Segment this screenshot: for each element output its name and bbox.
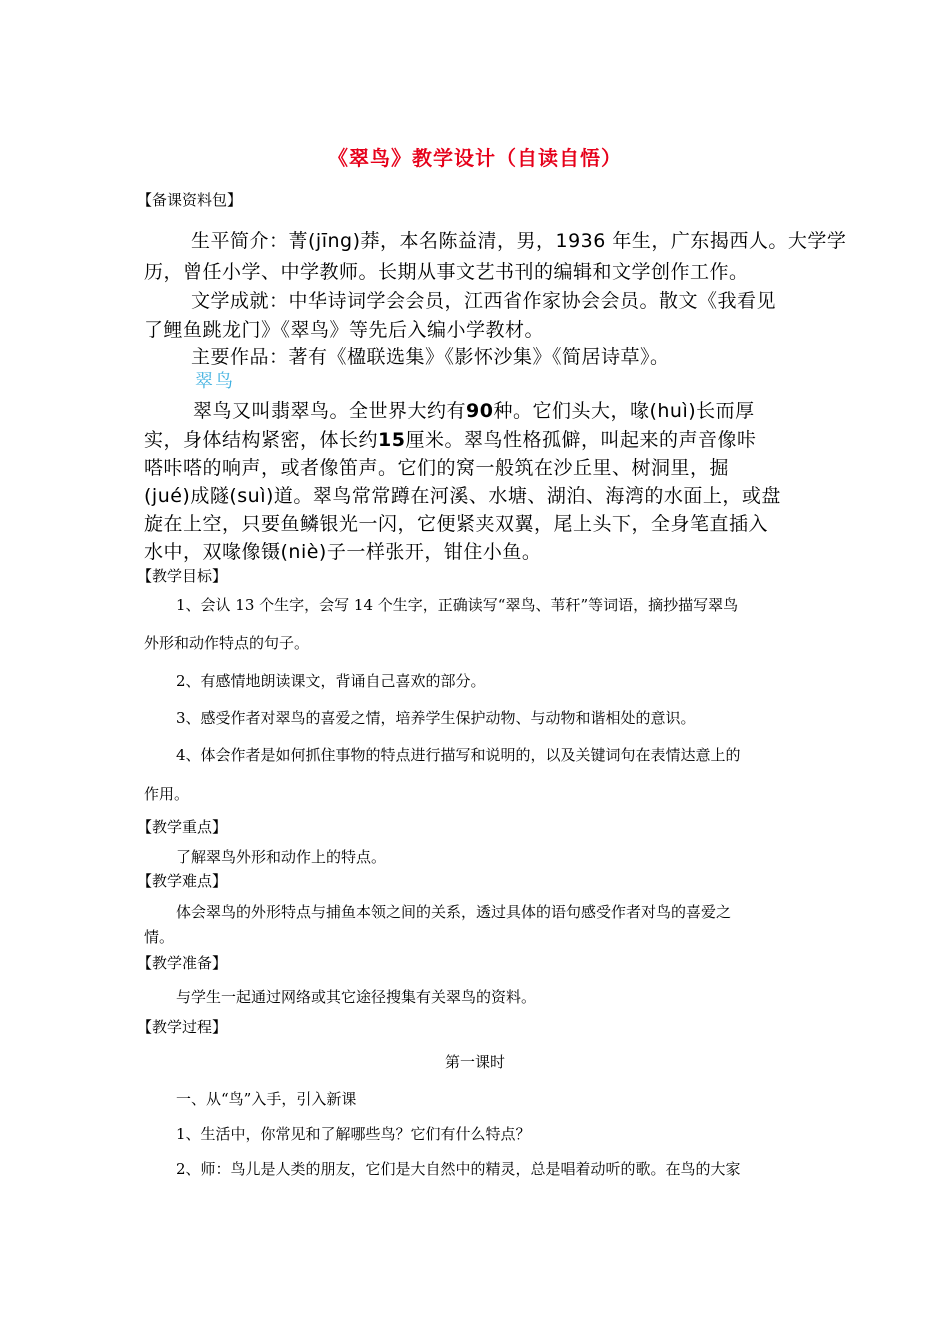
process-question-1: 1、生活中，你常见和了解哪些鸟？它们有什么特点？ (176, 1125, 531, 1143)
cuiniao-line-2-b: 厘米。翠鸟性格孤僻，叫起来的声音像咔 (405, 429, 757, 451)
section-difficulties: 【教学难点】 (137, 872, 228, 890)
page-title: 《翠鸟》教学设计（自读自悟） (328, 146, 622, 170)
goal-1-line-1: 1、会认 13 个生字，会写 14 个生字，正确读写“翠鸟、苇秆”等词语，摘抄描写翠鸟 (176, 596, 739, 614)
cuiniao-line-1-a: 翠鸟又叫翡翠鸟。全世界大约有 (193, 400, 467, 422)
section-preparation: 【教学准备】 (137, 954, 228, 972)
goal-4-line-2: 作用。 (144, 785, 190, 803)
section-key-points: 【教学重点】 (137, 818, 228, 836)
difficulty-line-1: 体会翠鸟的外形特点与捕鱼本领之间的关系，透过具体的语句感受作者对鸟的喜爱之 (176, 903, 732, 921)
preparation-text: 与学生一起通过网络或其它途径搜集有关翠鸟的资料。 (176, 988, 537, 1006)
cuiniao-line-1-b: 种。它们头大，喙(huì)长而厚 (493, 400, 755, 422)
bio-line-5: 主要作品：著有《楹联选集》《影怀沙集》《简居诗草》。 (191, 346, 670, 368)
process-question-2: 2、师：鸟儿是人类的朋友，它们是大自然中的精灵，总是唱着动听的歌。在鸟的大家 (176, 1160, 741, 1178)
lesson-heading: 第一课时 (444, 1053, 505, 1071)
section-goals: 【教学目标】 (137, 567, 228, 585)
key-point-text: 了解翠鸟外形和动作上的特点。 (176, 848, 387, 866)
cuiniao-heading: 翠鸟 (195, 371, 235, 392)
goal-4-line-1: 4、体会作者是如何抓住事物的特点进行描写和说明的，以及关键词句在表情达意上的 (176, 746, 741, 764)
bio-line-3: 文学成就：中华诗词学会会员，江西省作家协会会员。散文《我看见 (191, 290, 777, 312)
process-step-1: 一、从“鸟”入手，引入新课 (176, 1090, 357, 1108)
goal-3: 3、感受作者对翠鸟的喜爱之情，培养学生保护动物、与动物和谐相处的意识。 (176, 709, 696, 727)
cuiniao-number-90: 90 (466, 400, 494, 422)
bio-line-2: 历，曾任小学、中学教师。长期从事文艺书刊的编辑和文学创作工作。 (144, 261, 749, 283)
goal-1-line-2: 外形和动作特点的句子。 (144, 634, 310, 652)
cuiniao-line-5: 旋在上空，只要鱼鳞银光一闪，它便紧夹双翼，尾上头下，全身笔直插入 (144, 513, 769, 535)
cuiniao-line-2-a: 实，身体结构紧密，体长约 (144, 429, 379, 451)
cuiniao-line-6: 水中，双喙像镊(niè)子一样张开，钳住小鱼。 (144, 541, 542, 563)
section-prep-package: 【备课资料包】 (137, 191, 243, 209)
cuiniao-line-3: 嗒咔嗒的响声，或者像笛声。它们的窝一般筑在沙丘里、树洞里，掘 (144, 457, 730, 479)
cuiniao-line-1 (193, 396, 755, 423)
bio-line-4: 了鲤鱼跳龙门》《翠鸟》等先后入编小学教材。 (144, 319, 545, 341)
difficulty-line-2: 情。 (144, 928, 175, 946)
goal-2: 2、有感情地朗读课文，背诵自己喜欢的部分。 (176, 672, 486, 690)
section-process: 【教学过程】 (137, 1018, 228, 1036)
cuiniao-line-4: (jué)成隧(suì)道。翠鸟常常蹲在河溪、水塘、湖泊、海湾的水面上，或盘 (144, 485, 781, 507)
cuiniao-number-15: 15 (378, 429, 406, 451)
bio-line-1: 生平简介：菁(jīng)莽，本名陈益清，男，1936 年生，广东揭西人。大学学 (191, 230, 847, 252)
cuiniao-line-2 (144, 425, 756, 452)
